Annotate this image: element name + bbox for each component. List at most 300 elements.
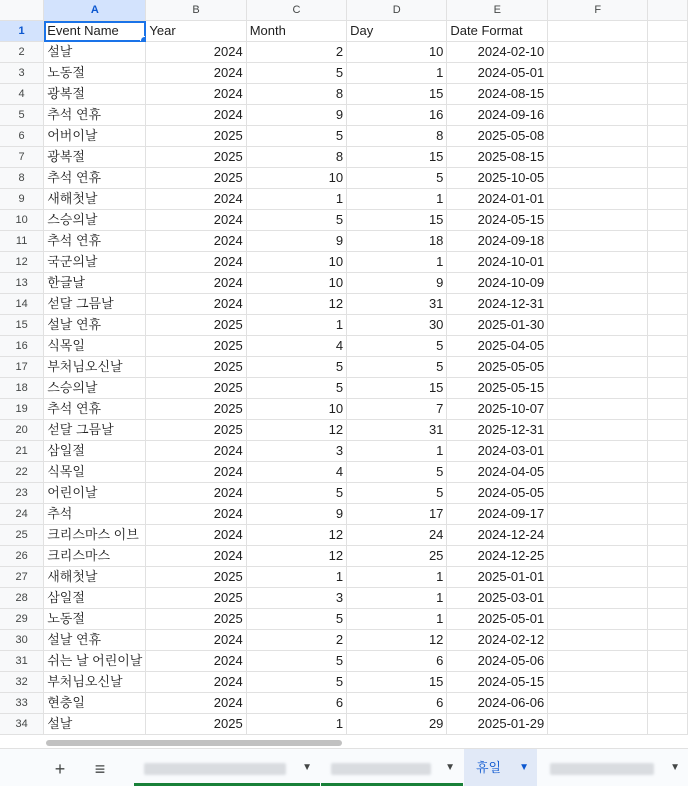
cell-empty[interactable] (648, 315, 688, 336)
cell-month[interactable]: 1 (246, 315, 346, 336)
cell-day[interactable]: 1 (347, 189, 447, 210)
tab-label-obscured (550, 763, 654, 775)
row-header[interactable]: 26 (0, 546, 44, 567)
row-header[interactable]: 8 (0, 168, 44, 189)
cell-month[interactable]: 3 (246, 588, 346, 609)
cell-event-name[interactable]: 국군의날 (44, 252, 146, 273)
cell-empty[interactable] (548, 609, 648, 630)
cell-date-format[interactable]: 2024-09-17 (447, 504, 548, 525)
cell-empty[interactable] (648, 189, 688, 210)
cell-event-name[interactable]: 노동절 (44, 63, 146, 84)
cell-empty[interactable] (648, 273, 688, 294)
column-header-c[interactable]: C (246, 0, 346, 21)
cell-month[interactable]: 12 (246, 546, 346, 567)
cell-month[interactable]: 6 (246, 693, 346, 714)
cell-year[interactable]: 2024 (146, 483, 246, 504)
cell-year[interactable]: 2024 (146, 252, 246, 273)
cell-event-name[interactable]: 식목일 (44, 462, 146, 483)
cell-empty[interactable] (648, 84, 688, 105)
cell-empty[interactable] (548, 693, 648, 714)
cell-empty[interactable] (648, 357, 688, 378)
cell-event-name[interactable]: 설날 (44, 714, 146, 735)
row-header[interactable]: 14 (0, 294, 44, 315)
cell-day[interactable]: 12 (347, 630, 447, 651)
cell-month[interactable]: 10 (246, 273, 346, 294)
cell-date-format[interactable]: 2024-05-15 (447, 210, 548, 231)
cell-day[interactable]: 8 (347, 126, 447, 147)
cell-month[interactable]: 5 (246, 63, 346, 84)
cell-day[interactable]: 1 (347, 567, 447, 588)
cell-day[interactable]: 5 (347, 168, 447, 189)
cell-month[interactable]: 1 (246, 567, 346, 588)
cell-empty[interactable] (548, 147, 648, 168)
cell-empty[interactable] (648, 147, 688, 168)
row-header[interactable]: 24 (0, 504, 44, 525)
cell-event-name[interactable]: 어린이날 (44, 483, 146, 504)
cell-empty[interactable] (548, 567, 648, 588)
cell-date-format[interactable]: 2024-09-16 (447, 105, 548, 126)
row-header[interactable]: 17 (0, 357, 44, 378)
row-header[interactable]: 5 (0, 105, 44, 126)
row-header[interactable]: 18 (0, 378, 44, 399)
row-header[interactable]: 30 (0, 630, 44, 651)
cell-month[interactable]: 5 (246, 357, 346, 378)
cell-empty[interactable] (648, 504, 688, 525)
cell-empty[interactable] (648, 714, 688, 735)
scrollbar-thumb[interactable] (46, 740, 342, 746)
cell-event-name[interactable]: 추석 연휴 (44, 231, 146, 252)
cell-year[interactable]: 2024 (146, 42, 246, 63)
cell-empty[interactable] (648, 483, 688, 504)
cell-day[interactable]: 30 (347, 315, 447, 336)
cell-event-name[interactable]: 삼일절 (44, 588, 146, 609)
sheet-tab-1[interactable] (134, 749, 320, 786)
cell-empty[interactable] (648, 567, 688, 588)
column-header-e[interactable]: E (447, 0, 548, 21)
table-row (0, 609, 688, 630)
table-row (0, 651, 688, 672)
column-header-g[interactable] (648, 0, 688, 21)
cell-empty[interactable] (648, 399, 688, 420)
cell-year[interactable]: 2024 (146, 546, 246, 567)
row-header[interactable]: 33 (0, 693, 44, 714)
cell-year[interactable]: 2025 (146, 168, 246, 189)
cell-day[interactable]: 25 (347, 546, 447, 567)
cell-empty[interactable] (548, 525, 648, 546)
cell-date-format[interactable]: 2025-01-30 (447, 315, 548, 336)
row-header[interactable]: 23 (0, 483, 44, 504)
cell-event-name[interactable]: 섣달 그믐날 (44, 294, 146, 315)
cell-empty[interactable] (648, 588, 688, 609)
sheet-tab-4[interactable] (540, 749, 688, 786)
row-header[interactable]: 16 (0, 336, 44, 357)
cell-day[interactable]: 15 (347, 210, 447, 231)
cell-empty[interactable] (648, 252, 688, 273)
cell-empty[interactable] (548, 168, 648, 189)
cell-day[interactable]: 10 (347, 42, 447, 63)
cell-month[interactable]: 5 (246, 651, 346, 672)
cell-month[interactable]: 10 (246, 252, 346, 273)
cell-event-name[interactable]: 섣달 그믐날 (44, 420, 146, 441)
cell-month[interactable]: 5 (246, 378, 346, 399)
cell-empty[interactable] (548, 399, 648, 420)
cell-empty[interactable] (548, 504, 648, 525)
cell-a1[interactable] (44, 21, 146, 42)
cell-year[interactable]: 2024 (146, 84, 246, 105)
cell-date-format[interactable]: 2024-06-06 (447, 693, 548, 714)
cell-month[interactable]: 3 (246, 441, 346, 462)
cell-year[interactable]: 2025 (146, 147, 246, 168)
cell-event-name[interactable]: 스승의날 (44, 378, 146, 399)
row-header[interactable]: 22 (0, 462, 44, 483)
cell-date-format[interactable]: 2025-05-05 (447, 357, 548, 378)
cell-day[interactable]: 6 (347, 693, 447, 714)
cell-date-format[interactable]: 2024-05-15 (447, 672, 548, 693)
chevron-down-icon[interactable]: ▼ (445, 762, 455, 773)
chevron-down-icon[interactable]: ▼ (519, 762, 529, 773)
row-header[interactable]: 25 (0, 525, 44, 546)
cell-year[interactable]: 2025 (146, 609, 246, 630)
cell-day[interactable]: 17 (347, 504, 447, 525)
cell-month[interactable]: 8 (246, 147, 346, 168)
cell-event-name[interactable]: 새해첫날 (44, 567, 146, 588)
cell-month[interactable]: 12 (246, 294, 346, 315)
cell-year[interactable]: 2024 (146, 693, 246, 714)
cell-date-format[interactable]: 2024-12-24 (447, 525, 548, 546)
cell-day[interactable]: 5 (347, 357, 447, 378)
cell-d1[interactable]: Day (347, 21, 447, 42)
plus-icon[interactable]: + (54, 759, 66, 779)
cell-day[interactable]: 15 (347, 84, 447, 105)
cell-empty[interactable] (548, 294, 648, 315)
cell-date-format[interactable]: 2024-12-31 (447, 294, 548, 315)
cell-day[interactable]: 29 (347, 714, 447, 735)
cell-date-format[interactable]: 2024-02-12 (447, 630, 548, 651)
cell-event-name[interactable]: 추석 (44, 504, 146, 525)
cell-year[interactable]: 2025 (146, 315, 246, 336)
cell-year[interactable]: 2025 (146, 420, 246, 441)
cell-empty[interactable] (548, 210, 648, 231)
cell-empty[interactable] (648, 294, 688, 315)
row-header[interactable]: 28 (0, 588, 44, 609)
cell-empty[interactable] (548, 336, 648, 357)
column-header-b[interactable]: B (146, 0, 246, 21)
cell-event-name[interactable]: 설날 연휴 (44, 315, 146, 336)
cell-year[interactable]: 2025 (146, 399, 246, 420)
cell-empty[interactable] (648, 693, 688, 714)
cell-event-name[interactable]: 부처님오신날 (44, 672, 146, 693)
cell-month[interactable]: 9 (246, 105, 346, 126)
row-header[interactable]: 13 (0, 273, 44, 294)
cell-month[interactable]: 1 (246, 714, 346, 735)
cell-day[interactable]: 1 (347, 63, 447, 84)
cell-f1[interactable] (548, 21, 648, 42)
cell-day[interactable]: 1 (347, 252, 447, 273)
cell-year[interactable]: 2024 (146, 105, 246, 126)
row-header[interactable]: 2 (0, 42, 44, 63)
cell-empty[interactable] (548, 546, 648, 567)
cell-month[interactable]: 12 (246, 420, 346, 441)
cell-day[interactable]: 1 (347, 588, 447, 609)
cell-day[interactable]: 15 (347, 147, 447, 168)
cell-empty[interactable] (548, 84, 648, 105)
cell-empty[interactable] (548, 588, 648, 609)
cell-empty[interactable] (648, 420, 688, 441)
cell-event-name[interactable]: 설날 (44, 42, 146, 63)
cell-month[interactable]: 8 (246, 84, 346, 105)
sheet-tab-holidays[interactable] (464, 749, 537, 786)
cell-month[interactable]: 5 (246, 483, 346, 504)
cell-empty[interactable] (548, 420, 648, 441)
cell-day[interactable]: 24 (347, 525, 447, 546)
cell-event-name[interactable]: 크리스마스 이브 (44, 525, 146, 546)
cell-empty[interactable] (648, 336, 688, 357)
cell-empty[interactable] (548, 63, 648, 84)
cell-month[interactable]: 5 (246, 210, 346, 231)
cell-month[interactable]: 12 (246, 525, 346, 546)
horizontal-scrollbar[interactable] (44, 738, 688, 748)
cell-empty[interactable] (548, 441, 648, 462)
cell-date-format[interactable]: 2025-04-05 (447, 336, 548, 357)
cell-empty[interactable] (548, 462, 648, 483)
cell-empty[interactable] (648, 168, 688, 189)
cell-year[interactable]: 2024 (146, 651, 246, 672)
cell-month[interactable]: 9 (246, 231, 346, 252)
cell-event-name[interactable]: 설날 연휴 (44, 630, 146, 651)
cell-date-format[interactable]: 2025-12-31 (447, 420, 548, 441)
column-header-d[interactable]: D (347, 0, 447, 21)
cell-empty[interactable] (648, 651, 688, 672)
cell-empty[interactable] (548, 273, 648, 294)
cell-empty[interactable] (648, 525, 688, 546)
cell-year[interactable]: 2025 (146, 588, 246, 609)
row-header[interactable]: 1 (0, 21, 44, 42)
cell-empty[interactable] (648, 42, 688, 63)
cell-event-name[interactable]: 광복절 (44, 84, 146, 105)
cell-event-name[interactable]: 삼일절 (44, 441, 146, 462)
row-header[interactable]: 4 (0, 84, 44, 105)
cell-event-name[interactable]: 스승의날 (44, 210, 146, 231)
table-row (0, 525, 688, 546)
cell-day[interactable]: 6 (347, 651, 447, 672)
cell-empty[interactable] (548, 378, 648, 399)
cell-month[interactable]: 4 (246, 462, 346, 483)
cell-empty[interactable] (548, 42, 648, 63)
cell-year[interactable]: 2025 (146, 336, 246, 357)
cell-year[interactable]: 2024 (146, 189, 246, 210)
cell-empty[interactable] (548, 483, 648, 504)
cell-empty[interactable] (548, 714, 648, 735)
row-header[interactable]: 19 (0, 399, 44, 420)
row-header[interactable]: 34 (0, 714, 44, 735)
cell-event-name[interactable]: 크리스마스 (44, 546, 146, 567)
cell-month[interactable]: 2 (246, 630, 346, 651)
table-row (0, 714, 688, 735)
cell-empty[interactable] (548, 189, 648, 210)
cell-event-name[interactable]: 현충일 (44, 693, 146, 714)
cell-day[interactable]: 1 (347, 609, 447, 630)
cell-day[interactable]: 9 (347, 273, 447, 294)
cell-event-name[interactable]: 어버이날 (44, 126, 146, 147)
cell-empty[interactable] (648, 441, 688, 462)
cell-empty[interactable] (648, 210, 688, 231)
row-header[interactable]: 3 (0, 63, 44, 84)
cell-month[interactable]: 2 (246, 42, 346, 63)
cell-date-format[interactable]: 2024-05-01 (447, 63, 548, 84)
fill-handle[interactable] (140, 36, 146, 42)
cell-year[interactable]: 2025 (146, 567, 246, 588)
cell-year[interactable]: 2024 (146, 504, 246, 525)
cell-year[interactable]: 2025 (146, 714, 246, 735)
cell-date-format[interactable]: 2025-10-05 (447, 168, 548, 189)
cell-day[interactable]: 5 (347, 462, 447, 483)
chevron-down-icon[interactable]: ▼ (302, 762, 312, 773)
cell-month[interactable]: 1 (246, 189, 346, 210)
cell-month[interactable]: 5 (246, 126, 346, 147)
table-row (0, 588, 688, 609)
cell-day[interactable]: 15 (347, 672, 447, 693)
cell-event-name[interactable]: 부처님오신날 (44, 357, 146, 378)
cell-date-format[interactable]: 2025-05-01 (447, 609, 548, 630)
cell-empty[interactable] (548, 651, 648, 672)
row-header[interactable]: 10 (0, 210, 44, 231)
cell-day[interactable]: 7 (347, 399, 447, 420)
sheet-tab-2[interactable] (321, 749, 463, 786)
cell-year[interactable]: 2024 (146, 525, 246, 546)
cell-event-name[interactable]: 쉬는 날 어린이날 (44, 651, 146, 672)
cell-date-format[interactable]: 2025-10-07 (447, 399, 548, 420)
cell-empty[interactable] (648, 63, 688, 84)
cell-empty[interactable] (648, 630, 688, 651)
cell-year[interactable]: 2024 (146, 462, 246, 483)
cell-date-format[interactable]: 2025-08-15 (447, 147, 548, 168)
select-all-corner[interactable] (0, 0, 44, 21)
cell-date-format[interactable]: 2024-05-05 (447, 483, 548, 504)
cell-date-format[interactable]: 2025-01-29 (447, 714, 548, 735)
cell-date-format[interactable]: 2025-05-08 (447, 126, 548, 147)
cell-year[interactable]: 2024 (146, 231, 246, 252)
tab-label-obscured (144, 763, 286, 775)
row-header[interactable]: 29 (0, 609, 44, 630)
row-header[interactable]: 31 (0, 651, 44, 672)
cell-day[interactable]: 31 (347, 294, 447, 315)
cell-date-format[interactable]: 2024-01-01 (447, 189, 548, 210)
cell-empty[interactable] (548, 126, 648, 147)
cell-year[interactable]: 2025 (146, 126, 246, 147)
cell-empty[interactable] (548, 357, 648, 378)
cell-date-format[interactable]: 2024-03-01 (447, 441, 548, 462)
row-header[interactable]: 11 (0, 231, 44, 252)
row-header[interactable]: 15 (0, 315, 44, 336)
cell-event-name[interactable]: 식목일 (44, 336, 146, 357)
cell-event-name[interactable]: 새해첫날 (44, 189, 146, 210)
cell-day[interactable]: 18 (347, 231, 447, 252)
cell-date-format[interactable]: 2024-02-10 (447, 42, 548, 63)
cell-day[interactable]: 1 (347, 441, 447, 462)
cell-date-format[interactable]: 2025-01-01 (447, 567, 548, 588)
cell-event-name[interactable]: 광복절 (44, 147, 146, 168)
row-header[interactable]: 27 (0, 567, 44, 588)
cell-empty[interactable] (548, 252, 648, 273)
cell-b1[interactable]: Year (146, 21, 246, 42)
cell-empty[interactable] (648, 126, 688, 147)
cell-day[interactable]: 31 (347, 420, 447, 441)
cell-empty[interactable] (648, 609, 688, 630)
cell-empty[interactable] (648, 378, 688, 399)
row-header[interactable]: 20 (0, 420, 44, 441)
cell-date-format[interactable]: 2024-09-18 (447, 231, 548, 252)
cell-month[interactable]: 10 (246, 168, 346, 189)
cell-year[interactable]: 2024 (146, 441, 246, 462)
cell-event-name[interactable]: 추석 연휴 (44, 168, 146, 189)
cell-empty[interactable] (648, 546, 688, 567)
cell-empty[interactable] (548, 315, 648, 336)
cell-empty[interactable] (648, 672, 688, 693)
cell-year[interactable]: 2024 (146, 672, 246, 693)
row-header[interactable]: 6 (0, 126, 44, 147)
cell-date-format[interactable]: 2024-12-25 (447, 546, 548, 567)
column-header-f[interactable]: F (548, 0, 648, 21)
cell-year[interactable]: 2024 (146, 294, 246, 315)
cell-month[interactable]: 4 (246, 336, 346, 357)
cell-empty[interactable] (548, 672, 648, 693)
cell-event-name[interactable]: 추석 연휴 (44, 105, 146, 126)
row-header[interactable]: 21 (0, 441, 44, 462)
cell-year[interactable]: 2025 (146, 357, 246, 378)
cell-day[interactable]: 5 (347, 336, 447, 357)
cell-event-name[interactable]: 노동절 (44, 609, 146, 630)
cell-empty[interactable] (548, 231, 648, 252)
cell-year[interactable]: 2024 (146, 630, 246, 651)
cell-empty[interactable] (648, 462, 688, 483)
cell-year[interactable]: 2024 (146, 63, 246, 84)
cell-date-format[interactable]: 2025-03-01 (447, 588, 548, 609)
cell-empty[interactable] (648, 231, 688, 252)
cell-month[interactable]: 5 (246, 672, 346, 693)
cell-month[interactable]: 5 (246, 609, 346, 630)
cell-year[interactable]: 2024 (146, 273, 246, 294)
row-header[interactable]: 12 (0, 252, 44, 273)
cell-date-format[interactable]: 2024-10-01 (447, 252, 548, 273)
cell-empty[interactable] (548, 105, 648, 126)
cell-date-format[interactable]: 2024-08-15 (447, 84, 548, 105)
cell-c1[interactable]: Month (246, 21, 346, 42)
cell-date-format[interactable]: 2024-10-09 (447, 273, 548, 294)
cell-event-name[interactable]: 추석 연휴 (44, 399, 146, 420)
cell-date-format[interactable]: 2024-05-06 (447, 651, 548, 672)
cell-empty[interactable] (548, 630, 648, 651)
cell-day[interactable]: 16 (347, 105, 447, 126)
cell-month[interactable]: 9 (246, 504, 346, 525)
cell-empty[interactable] (648, 105, 688, 126)
cell-year[interactable]: 2024 (146, 210, 246, 231)
row-header[interactable]: 7 (0, 147, 44, 168)
cell-day[interactable]: 15 (347, 378, 447, 399)
chevron-down-icon[interactable]: ▼ (670, 762, 680, 773)
hamburger-menu-icon[interactable]: ≡ (94, 759, 106, 779)
row-header[interactable]: 9 (0, 189, 44, 210)
column-header-a[interactable]: A (44, 0, 146, 21)
cell-day[interactable]: 5 (347, 483, 447, 504)
cell-date-format[interactable]: 2024-04-05 (447, 462, 548, 483)
cell-date-format[interactable]: 2025-05-15 (447, 378, 548, 399)
cell-g1[interactable] (648, 21, 688, 42)
cell-event-name[interactable]: 한글날 (44, 273, 146, 294)
cell-year[interactable]: 2025 (146, 378, 246, 399)
row-header[interactable]: 32 (0, 672, 44, 693)
cell-month[interactable]: 10 (246, 399, 346, 420)
cell-e1[interactable]: Date Format (447, 21, 548, 42)
